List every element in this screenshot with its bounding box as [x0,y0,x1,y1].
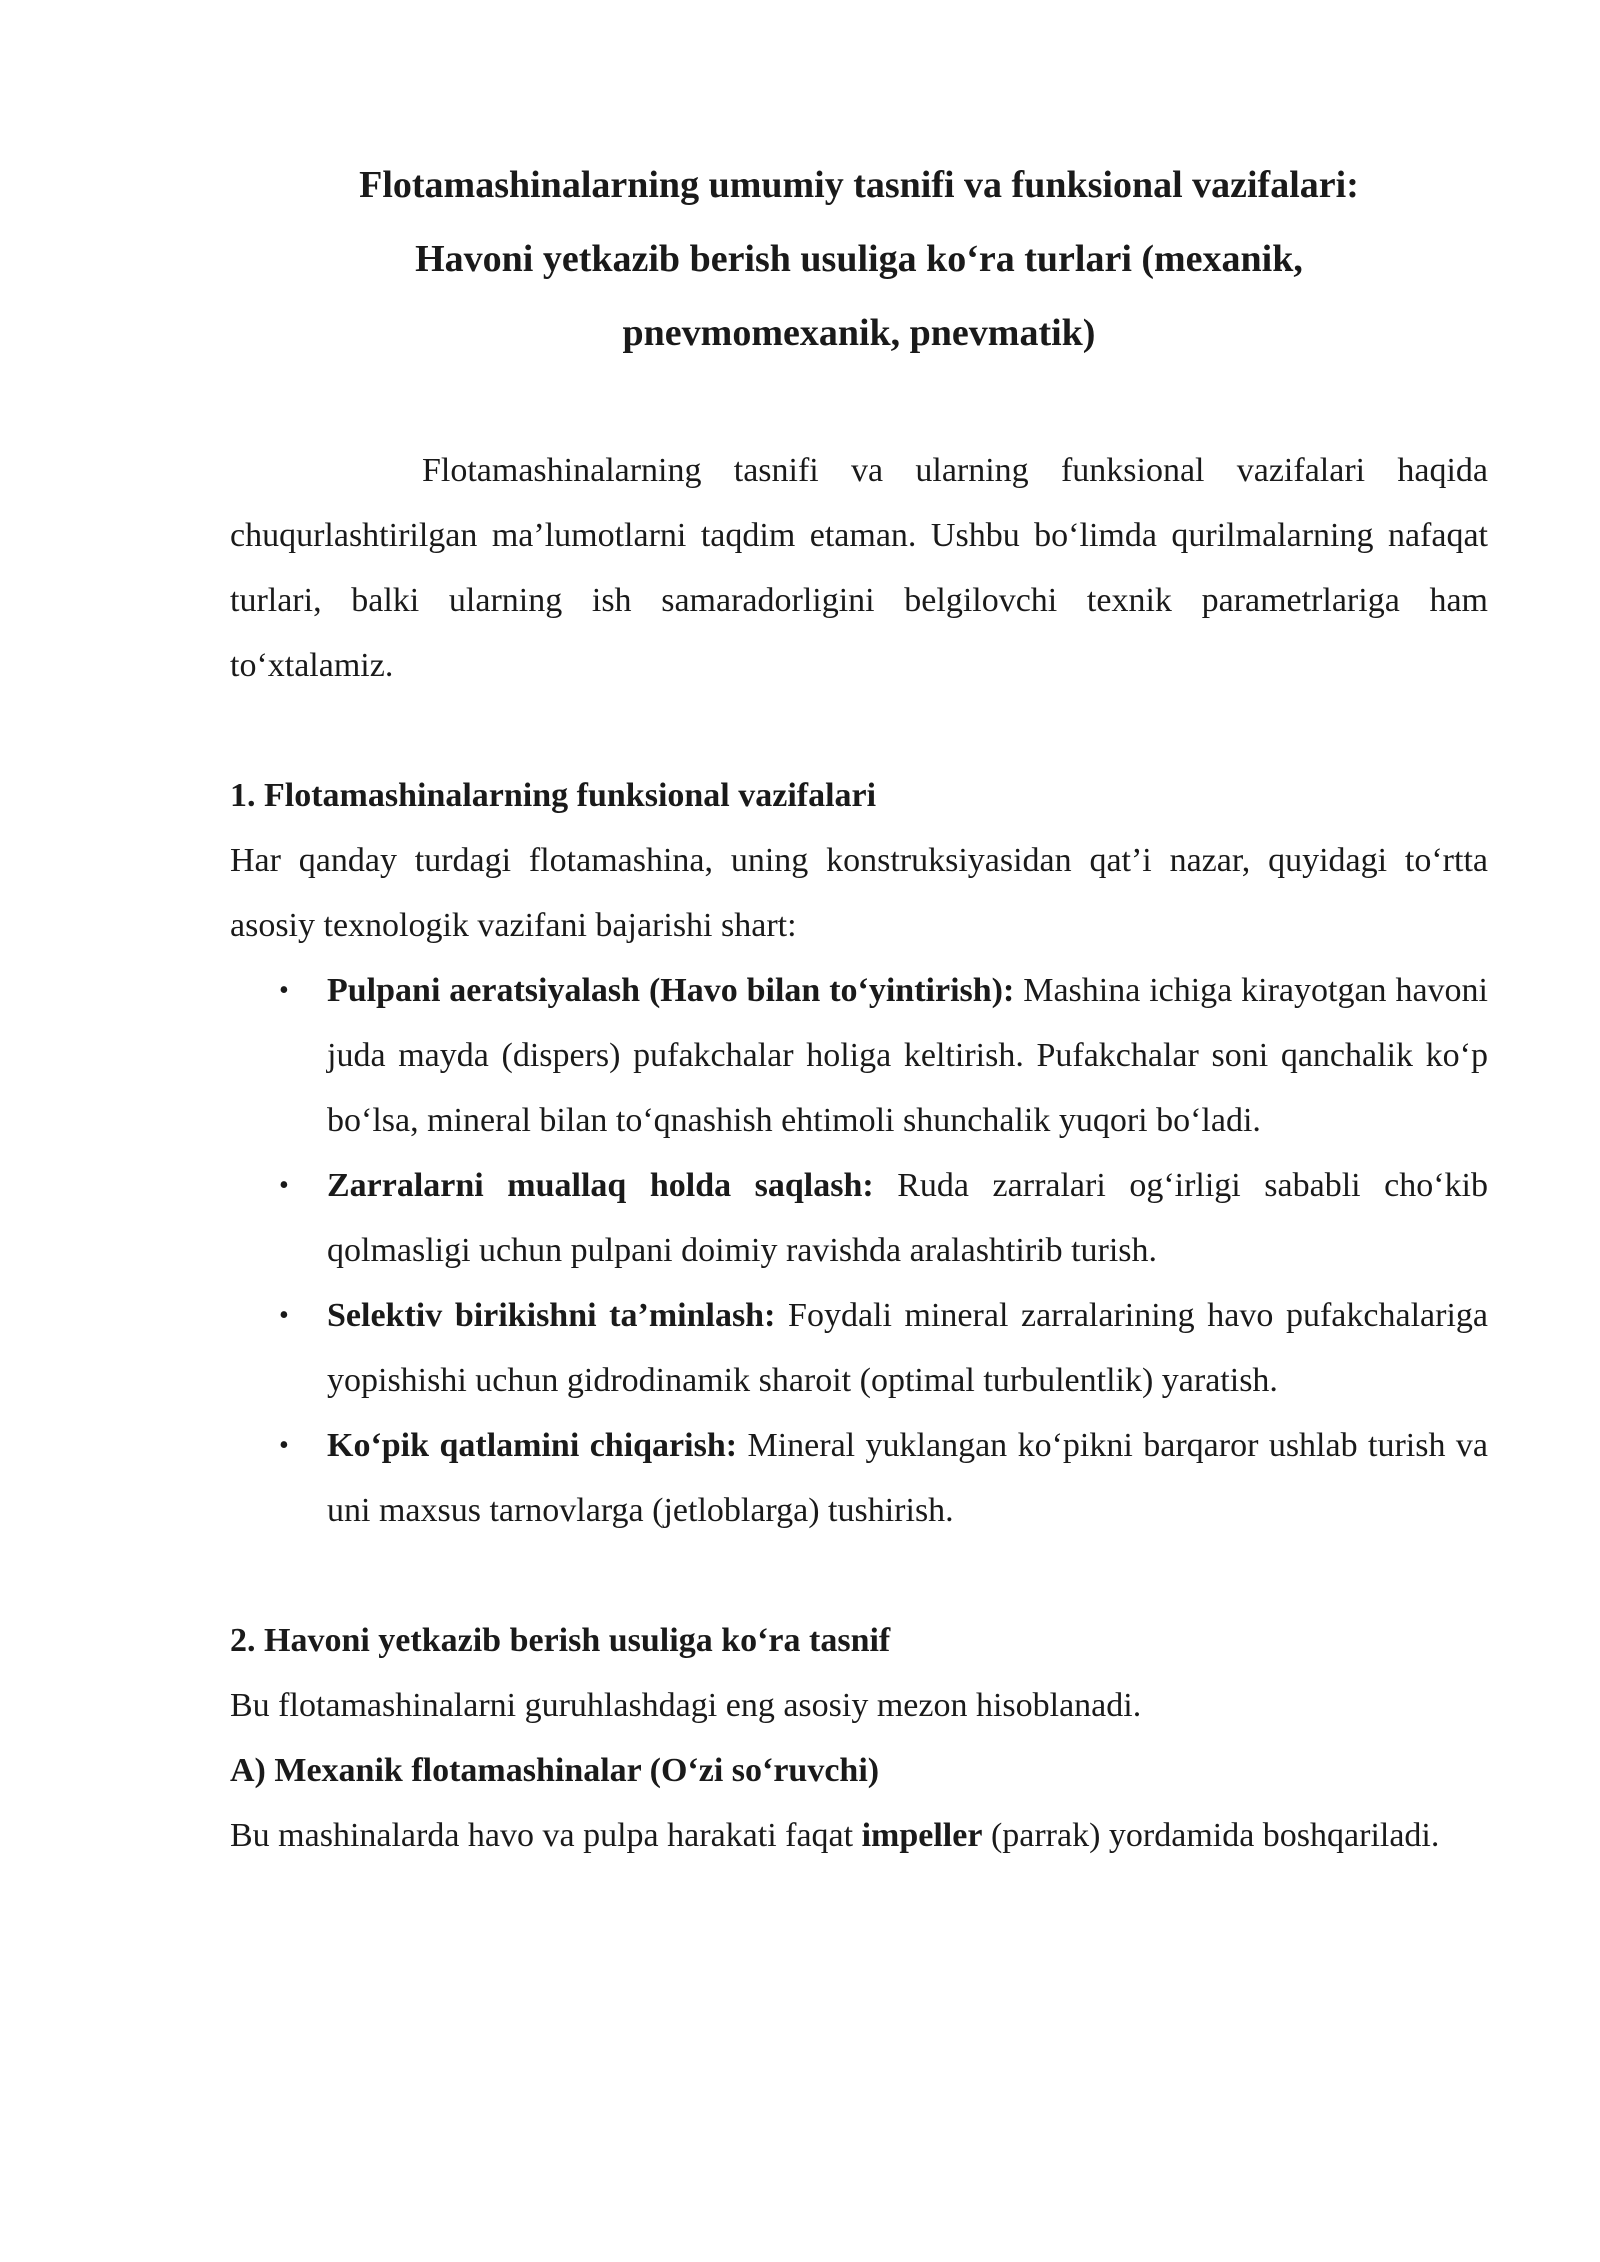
title-line-3: pnevmomexanik, pnevmatik) [622,312,1096,354]
list-item-text: Foydali mineral zarralarining havo pufakchalariga yopishishi uchun gidrodinamik sharoit (optimal turbulentlik) yaratish. [327,1297,1488,1399]
section-2-heading: 2. Havoni yetkazib berish usuliga ko‘ra tasnif [230,1622,891,1659]
document-title [230,148,1488,370]
subsection-a-text [230,1803,1488,1868]
list-item [230,1413,1488,1543]
list-item-text: Mashina ichiga kirayotgan havoni juda mayda (dispers) pufakchalar holiga keltirish. Pufakchalar soni qanchalik ko‘p bo‘lsa, mineral bilan to‘qnashish ehtimoli shunchalik yuqori bo‘ladi. [327,972,1488,1139]
title-line-2: Havoni yetkazib berish usuliga ko‘ra turlari (mexanik, [415,238,1303,280]
list-item [230,1283,1488,1413]
function-list [230,958,1488,1543]
list-item-title: Selektiv birikishni ta’minlash: [327,1297,776,1334]
list-item [230,1153,1488,1283]
intro-paragraph: Flotamashinalarning tasnifi va ularning funksional vazifalari haqida chuqurlashtirilgan ma’lumotlarni taqdim etaman. Ushbu bo‘limda qurilmalarning nafaqat turlari, balki ularning ish samaradorligini belgilovchi texnik parametrlariga ham to‘xtalamiz. [230,452,1488,684]
list-item-title: Pulpani aeratsiyalash (Havo bilan to‘yintirish): [327,972,1015,1009]
bullet-icon: • [279,1430,289,1461]
section-1-text: Har qanday turdagi flotamashina, uning konstruksiyasidan qat’i nazar, quyidagi to‘rtta asosiy texnologik vazifani bajarishi shart: [230,842,1488,944]
list-item [230,958,1488,1153]
subsection-a-text-after: (parrak) yordamida boshqariladi. [982,1817,1440,1854]
bullet-icon: • [279,1170,289,1201]
title-line-1: Flotamashinalarning umumiy tasnifi va funksional vazifalari: [359,164,1359,206]
list-item-title: Zarralarni muallaq holda saqlash: [327,1167,874,1204]
list-item-title: Ko‘pik qatlamini chiqarish: [327,1427,738,1464]
list-item-text: Mineral yuklangan ko‘pikni barqaror ushlab turish va uni maxsus tarnovlarga (jetloblarga) tushirish. [327,1427,1488,1529]
list-item-text: Ruda zarralari og‘irligi sababli cho‘kib qolmasligi uchun pulpani doimiy ravishda aralashtirib turish. [327,1167,1488,1269]
section-1-heading: 1. Flotamashinalarning funksional vazifalari [230,777,877,814]
impeller-term: impeller [861,1817,983,1854]
bullet-icon: • [279,975,289,1006]
subsection-a-heading: A) Mexanik flotamashinalar (O‘zi so‘ruvchi) [230,1752,880,1789]
subsection-a-text-before: Bu mashinalarda havo va pulpa harakati faqat [230,1817,862,1854]
section-2-text: Bu flotamashinalarni guruhlashdagi eng asosiy mezon hisoblanadi. [230,1687,1142,1724]
bullet-icon: • [279,1300,289,1331]
